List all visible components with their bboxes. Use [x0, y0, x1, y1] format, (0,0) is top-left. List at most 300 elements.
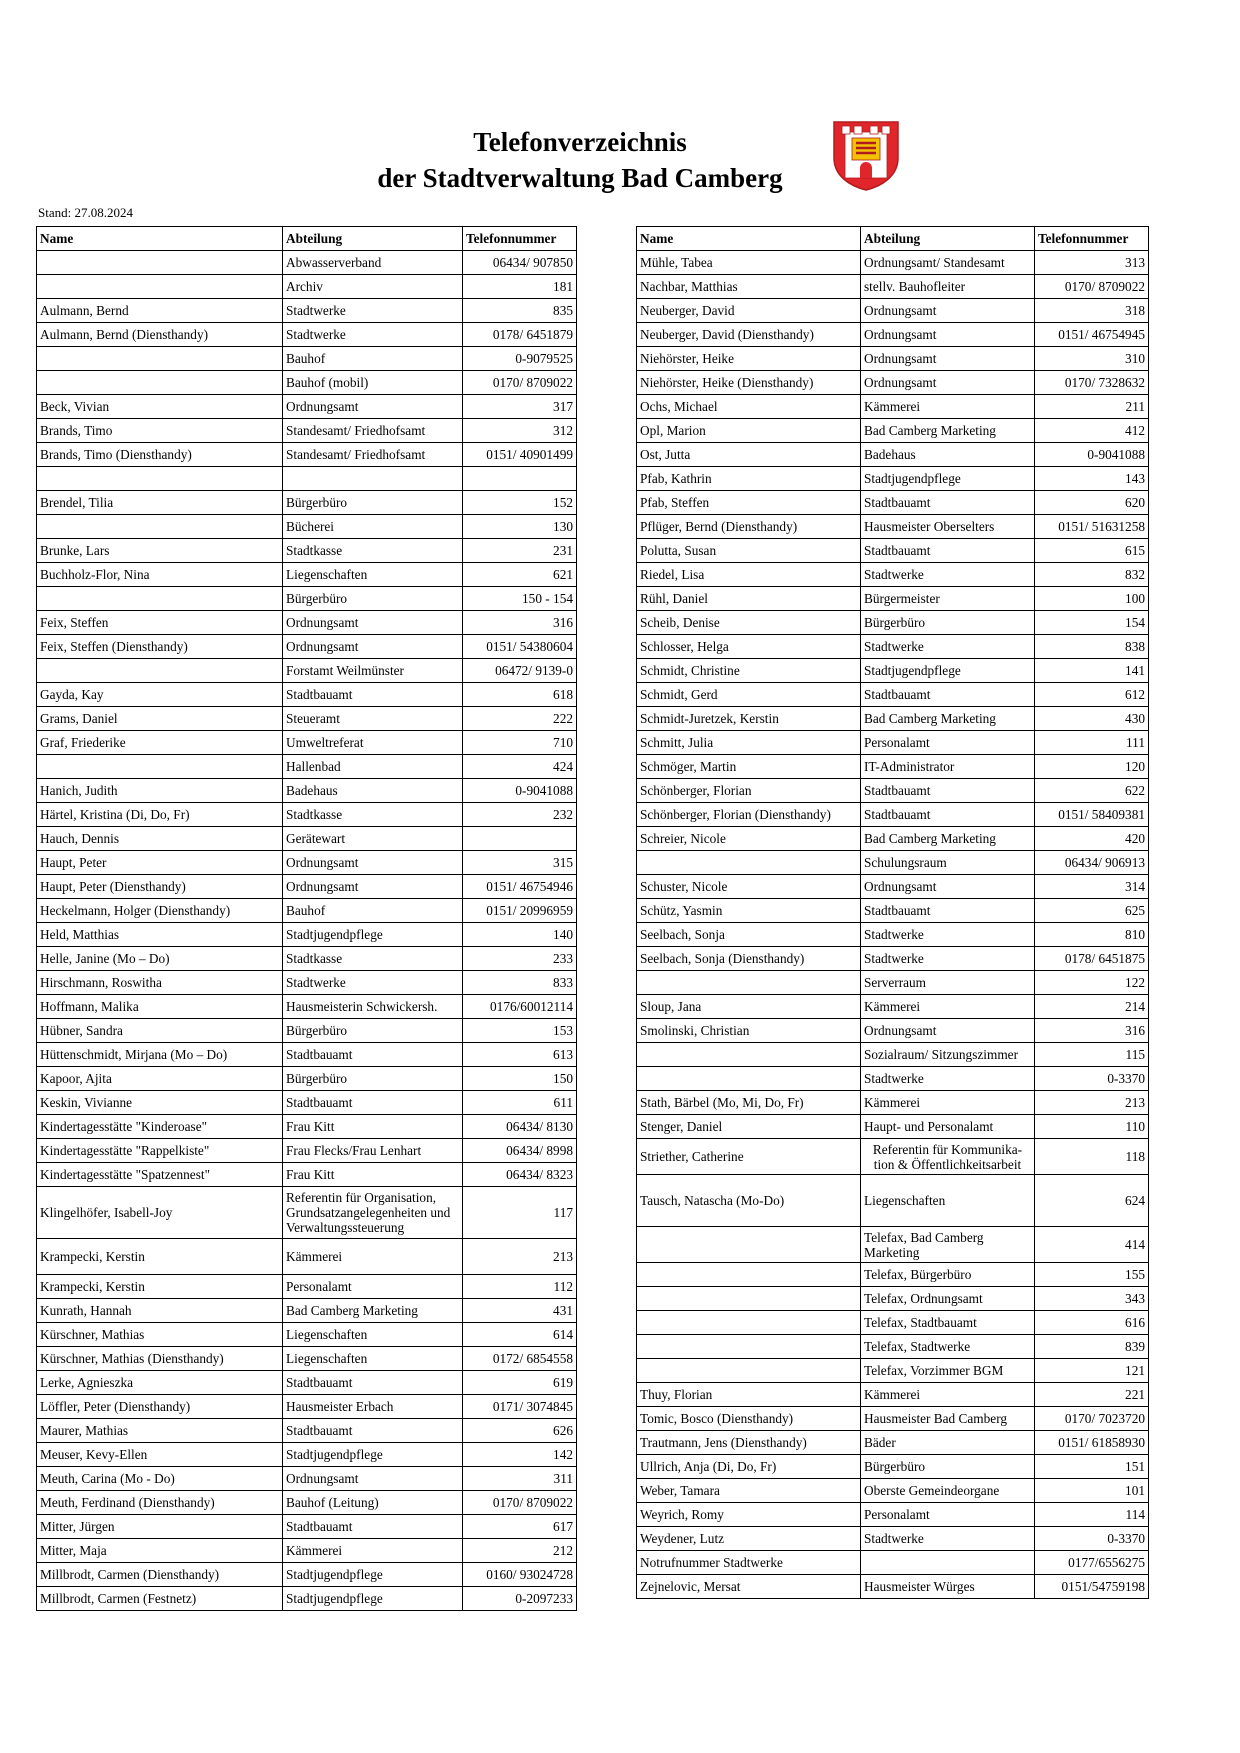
table-row [637, 491, 1149, 515]
entry-phone: 06434/ 906913 [1035, 851, 1149, 875]
entry-phone: 110 [1035, 1115, 1149, 1139]
entry-name: Buchholz-Flor, Nina [37, 563, 283, 587]
table-row [637, 419, 1149, 443]
entry-phone: 618 [463, 683, 577, 707]
entry-department: Stadtbauamt [283, 683, 463, 707]
entry-name: Brunke, Lars [37, 539, 283, 563]
table-row [37, 1539, 577, 1563]
table-row [637, 1175, 1149, 1227]
entry-phone: 115 [1035, 1043, 1149, 1067]
entry-name: Krampecki, Kerstin [37, 1239, 283, 1275]
entry-name: Kürschner, Mathias [37, 1323, 283, 1347]
entry-phone: 412 [1035, 419, 1149, 443]
table-row [637, 1139, 1149, 1175]
table-row [637, 467, 1149, 491]
entry-phone: 0151/ 46754946 [463, 875, 577, 899]
entry-department: Ordnungsamt [861, 875, 1035, 899]
entry-name: Meuth, Ferdinand (Diensthandy) [37, 1491, 283, 1515]
table-row [637, 1431, 1149, 1455]
entry-name [37, 755, 283, 779]
entry-name [37, 347, 283, 371]
entry-phone: 213 [1035, 1091, 1149, 1115]
entry-phone: 120 [1035, 755, 1149, 779]
entry-name: Hübner, Sandra [37, 1019, 283, 1043]
entry-phone: 0-2097233 [463, 1587, 577, 1611]
entry-phone: 222 [463, 707, 577, 731]
table-row [37, 1515, 577, 1539]
entry-phone: 0151/ 46754945 [1035, 323, 1149, 347]
entry-name: Seelbach, Sonja (Diensthandy) [637, 947, 861, 971]
entry-phone: 317 [463, 395, 577, 419]
entry-name [637, 1335, 861, 1359]
entry-phone: 150 - 154 [463, 587, 577, 611]
column-header-abteilung: Abteilung [861, 227, 1035, 251]
entry-department: Bürgermeister [861, 587, 1035, 611]
column-header-abteilung: Abteilung [283, 227, 463, 251]
entry-department: Bürgerbüro [861, 611, 1035, 635]
entry-name: Tomic, Bosco (Diensthandy) [637, 1407, 861, 1431]
table-row [37, 1419, 577, 1443]
table-row [637, 1407, 1149, 1431]
entry-department [283, 467, 463, 491]
entry-name: Pfab, Steffen [637, 491, 861, 515]
entry-department: Badehaus [283, 779, 463, 803]
entry-department: Bürgerbüro [283, 587, 463, 611]
table-row [637, 1503, 1149, 1527]
entry-name: Beck, Vivian [37, 395, 283, 419]
entry-phone: 150 [463, 1067, 577, 1091]
entry-department: Bad Camberg Marketing [861, 827, 1035, 851]
entry-name: Millbrodt, Carmen (Diensthandy) [37, 1563, 283, 1587]
entry-phone: 151 [1035, 1455, 1149, 1479]
entry-phone: 0151/54759198 [1035, 1575, 1149, 1599]
entry-name: Hüttenschmidt, Mirjana (Mo – Do) [37, 1043, 283, 1067]
entry-phone: 221 [1035, 1383, 1149, 1407]
entry-department: Stadtwerke [283, 323, 463, 347]
entry-name: Mühle, Tabea [637, 251, 861, 275]
entry-name: Schmitt, Julia [637, 731, 861, 755]
table-row [637, 1043, 1149, 1067]
entry-department: Ordnungsamt/ Standesamt [861, 251, 1035, 275]
entry-name: Riedel, Lisa [637, 563, 861, 587]
entry-name: Feix, Steffen [37, 611, 283, 635]
entry-phone: 838 [1035, 635, 1149, 659]
entry-department: Ordnungsamt [861, 323, 1035, 347]
table-row [37, 851, 577, 875]
entry-phone: 0151/ 58409381 [1035, 803, 1149, 827]
entry-department: Stadtjugendpflege [283, 1587, 463, 1611]
entry-department: Hausmeisterin Schwickersh. [283, 995, 463, 1019]
entry-name: Notrufnummer Stadtwerke [637, 1551, 861, 1575]
entry-department: Stadtjugendpflege [861, 659, 1035, 683]
entry-department: Personalamt [283, 1275, 463, 1299]
entry-phone: 613 [463, 1043, 577, 1067]
table-row [637, 443, 1149, 467]
entry-department: Kämmerei [283, 1239, 463, 1275]
entry-name: Hoffmann, Malika [37, 995, 283, 1019]
entry-department: Ordnungsamt [283, 611, 463, 635]
table-row [37, 587, 577, 611]
entry-phone: 612 [1035, 683, 1149, 707]
stand-date: Stand: 27.08.2024 [38, 205, 133, 220]
entry-phone: 111 [1035, 731, 1149, 755]
entry-name: Pflüger, Bernd (Diensthandy) [637, 515, 861, 539]
entry-department: Stadtbauamt [283, 1515, 463, 1539]
entry-name: Hanich, Judith [37, 779, 283, 803]
title-line-1: Telefonverzeichnis [473, 127, 687, 157]
entry-department: Forstamt Weilmünster [283, 659, 463, 683]
table-row [37, 1323, 577, 1347]
entry-department: Abwasserverband [283, 251, 463, 275]
table-row [37, 395, 577, 419]
entry-name: Schönberger, Florian [637, 779, 861, 803]
table-row [637, 707, 1149, 731]
entry-phone: 0170/ 8709022 [463, 371, 577, 395]
entry-name: Sloup, Jana [637, 995, 861, 1019]
entry-phone: 0151/ 40901499 [463, 443, 577, 467]
entry-phone: 212 [463, 1539, 577, 1563]
entry-name: Kapoor, Ajita [37, 1067, 283, 1091]
table-row [637, 947, 1149, 971]
entry-name: Schmöger, Martin [637, 755, 861, 779]
entry-phone: 314 [1035, 875, 1149, 899]
entry-name: Brendel, Tilia [37, 491, 283, 515]
table-row [637, 1479, 1149, 1503]
table-row [37, 1115, 577, 1139]
entry-phone: 06434/ 8998 [463, 1139, 577, 1163]
entry-name: Niehörster, Heike (Diensthandy) [637, 371, 861, 395]
entry-department: Oberste Gemeindeorgane [861, 1479, 1035, 1503]
entry-name [637, 1043, 861, 1067]
entry-department: Bauhof [283, 347, 463, 371]
entry-phone: 0178/ 6451875 [1035, 947, 1149, 971]
entry-name [637, 1287, 861, 1311]
table-row [637, 779, 1149, 803]
entry-name: Ost, Jutta [637, 443, 861, 467]
entry-phone: 430 [1035, 707, 1149, 731]
table-row [637, 731, 1149, 755]
entry-department: Bürgerbüro [283, 1019, 463, 1043]
entry-phone: 112 [463, 1275, 577, 1299]
entry-department: Hausmeister Erbach [283, 1395, 463, 1419]
entry-name: Schütz, Yasmin [637, 899, 861, 923]
table-row [637, 1263, 1149, 1287]
entry-name: Rühl, Daniel [637, 587, 861, 611]
entry-name [637, 1311, 861, 1335]
table-row [637, 851, 1149, 875]
entry-department: Bad Camberg Marketing [861, 707, 1035, 731]
entry-name [637, 851, 861, 875]
entry-name: Thuy, Florian [637, 1383, 861, 1407]
entry-name: Schuster, Nicole [637, 875, 861, 899]
entry-department: Stadtjugendpflege [283, 1443, 463, 1467]
table-row [637, 1115, 1149, 1139]
entry-phone: 141 [1035, 659, 1149, 683]
entry-department: Stadtwerke [861, 1067, 1035, 1091]
table-row [37, 1275, 577, 1299]
table-header-row [37, 227, 577, 251]
entry-name: Kindertagesstätte "Spatzennest" [37, 1163, 283, 1187]
column-header-telefon: Telefonnummer [1035, 227, 1149, 251]
entry-department: Stadtbauamt [861, 803, 1035, 827]
entry-department: Bücherei [283, 515, 463, 539]
entry-phone: 142 [463, 1443, 577, 1467]
entry-name: Ullrich, Anja (Di, Do, Fr) [637, 1455, 861, 1479]
entry-name: Gayda, Kay [37, 683, 283, 707]
entry-name: Haupt, Peter (Diensthandy) [37, 875, 283, 899]
entry-name: Weber, Tamara [637, 1479, 861, 1503]
entry-name: Hirschmann, Roswitha [37, 971, 283, 995]
entry-phone: 833 [463, 971, 577, 995]
table-row [637, 587, 1149, 611]
table-row [637, 755, 1149, 779]
entry-department: Referentin für Organisation, Grundsatzangelegenheiten und Verwaltungssteuerung [283, 1187, 463, 1239]
entry-name [37, 371, 283, 395]
entry-department: Kämmerei [861, 995, 1035, 1019]
table-row [37, 779, 577, 803]
table-row [37, 875, 577, 899]
entry-name: Kindertagesstätte "Rappelkiste" [37, 1139, 283, 1163]
entry-department: Frau Flecks/Frau Lenhart [283, 1139, 463, 1163]
entry-name: Keskin, Vivianne [37, 1091, 283, 1115]
entry-department: Telefax, Vorzimmer BGM [861, 1359, 1035, 1383]
entry-phone: 420 [1035, 827, 1149, 851]
entry-department: Stadtbauamt [861, 899, 1035, 923]
entry-name: Ochs, Michael [637, 395, 861, 419]
table-row [637, 323, 1149, 347]
entry-department: Stadtwerke [861, 563, 1035, 587]
table-row [637, 1575, 1149, 1599]
entry-department: Personalamt [861, 731, 1035, 755]
entry-phone: 0170/ 7023720 [1035, 1407, 1149, 1431]
entry-name: Schlosser, Helga [637, 635, 861, 659]
table-row [37, 323, 577, 347]
entry-name: Kindertagesstätte "Kinderoase" [37, 1115, 283, 1139]
entry-department: Kämmerei [861, 1383, 1035, 1407]
table-row [637, 875, 1149, 899]
table-row [637, 659, 1149, 683]
table-row [37, 635, 577, 659]
table-row [37, 467, 577, 491]
entry-name [637, 1067, 861, 1091]
entry-phone: 0-9041088 [463, 779, 577, 803]
entry-name: Meuth, Carina (Mo - Do) [37, 1467, 283, 1491]
entry-department: Kämmerei [283, 1539, 463, 1563]
entry-phone: 313 [1035, 251, 1149, 275]
table-row [37, 371, 577, 395]
table-row [37, 731, 577, 755]
entry-name: Tausch, Natascha (Mo-Do) [637, 1175, 861, 1227]
entry-phone: 117 [463, 1187, 577, 1239]
table-row [637, 971, 1149, 995]
entry-phone: 414 [1035, 1227, 1149, 1263]
table-row [637, 899, 1149, 923]
table-row [37, 1163, 577, 1187]
entry-department: Stadtkasse [283, 947, 463, 971]
table-row [37, 1491, 577, 1515]
entry-name: Schmidt, Gerd [637, 683, 861, 707]
table-row [37, 827, 577, 851]
entry-phone: 832 [1035, 563, 1149, 587]
entry-department: Liegenschaften [861, 1175, 1035, 1227]
entry-department: Liegenschaften [283, 1347, 463, 1371]
table-row [637, 611, 1149, 635]
table-row [37, 659, 577, 683]
entry-department: Liegenschaften [283, 1323, 463, 1347]
entry-name: Stenger, Daniel [637, 1115, 861, 1139]
entry-phone: 0170/ 8709022 [1035, 275, 1149, 299]
table-row [637, 1019, 1149, 1043]
entry-phone: 619 [463, 1371, 577, 1395]
entry-department: Frau Kitt [283, 1115, 463, 1139]
entry-department: Standesamt/ Friedhofsamt [283, 419, 463, 443]
entry-department: Ordnungsamt [283, 635, 463, 659]
entry-department: Telefax, Stadtwerke [861, 1335, 1035, 1359]
entry-name: Trautmann, Jens (Diensthandy) [637, 1431, 861, 1455]
entry-department: Stadtwerke [861, 1527, 1035, 1551]
entry-name: Aulmann, Bernd [37, 299, 283, 323]
table-row [637, 275, 1149, 299]
column-header-telefon: Telefonnummer [463, 227, 577, 251]
entry-name [37, 251, 283, 275]
table-row [37, 803, 577, 827]
table-row [637, 1455, 1149, 1479]
entry-department: Ordnungsamt [283, 875, 463, 899]
entry-phone: 0-9041088 [1035, 443, 1149, 467]
entry-name: Stath, Bärbel (Mo, Mi, Do, Fr) [637, 1091, 861, 1115]
entry-name: Schmidt, Christine [637, 659, 861, 683]
entry-phone: 06434/ 8323 [463, 1163, 577, 1187]
entry-phone: 0160/ 93024728 [463, 1563, 577, 1587]
entry-department: Sozialraum/ Sitzungszimmer [861, 1043, 1035, 1067]
entry-name: Seelbach, Sonja [637, 923, 861, 947]
entry-phone: 06434/ 8130 [463, 1115, 577, 1139]
entry-phone: 835 [463, 299, 577, 323]
coat-of-arms-icon [832, 118, 900, 192]
entry-department: Stadtbauamt [283, 1091, 463, 1115]
entry-department: Haupt- und Personalamt [861, 1115, 1035, 1139]
entry-department: Referentin für Kommunika-tion & Öffentlichkeitsarbeit [861, 1139, 1035, 1175]
entry-department [861, 1551, 1035, 1575]
table-row [37, 1239, 577, 1275]
entry-name [37, 467, 283, 491]
table-row [637, 1383, 1149, 1407]
entry-phone: 155 [1035, 1263, 1149, 1287]
entry-phone: 152 [463, 491, 577, 515]
entry-department: Steueramt [283, 707, 463, 731]
entry-department: Stadtjugendpflege [283, 1563, 463, 1587]
column-header-name: Name [37, 227, 283, 251]
table-row [637, 923, 1149, 947]
directory-table-right [636, 226, 1149, 1599]
entry-phone: 0171/ 3074845 [463, 1395, 577, 1419]
entry-name: Schönberger, Florian (Diensthandy) [637, 803, 861, 827]
entry-department: Stadtbauamt [861, 539, 1035, 563]
table-row [37, 515, 577, 539]
entry-name: Niehörster, Heike [637, 347, 861, 371]
entry-department: Telefax, Ordnungsamt [861, 1287, 1035, 1311]
entry-department: Hausmeister Oberselters [861, 515, 1035, 539]
table-row [637, 683, 1149, 707]
entry-name: Mitter, Jürgen [37, 1515, 283, 1539]
entry-department: Bad Camberg Marketing [283, 1299, 463, 1323]
table-row [37, 1091, 577, 1115]
table-row [37, 707, 577, 731]
entry-department: Stadtbauamt [283, 1043, 463, 1067]
entry-name: Weydener, Lutz [637, 1527, 861, 1551]
entry-phone: 625 [1035, 899, 1149, 923]
directory-table-left [36, 226, 577, 1611]
table-row [637, 539, 1149, 563]
entry-department: Archiv [283, 275, 463, 299]
table-row [637, 515, 1149, 539]
entry-phone: 232 [463, 803, 577, 827]
entry-name: Haupt, Peter [37, 851, 283, 875]
table-row [637, 1091, 1149, 1115]
entry-department: Schulungsraum [861, 851, 1035, 875]
entry-phone: 0176/60012114 [463, 995, 577, 1019]
entry-department: Gerätewart [283, 827, 463, 851]
entry-department: Stadtbauamt [861, 683, 1035, 707]
table-row [37, 1563, 577, 1587]
table-row [37, 1139, 577, 1163]
entry-name: Weyrich, Romy [637, 1503, 861, 1527]
entry-phone: 121 [1035, 1359, 1149, 1383]
entry-department: Ordnungsamt [861, 347, 1035, 371]
entry-department: Ordnungsamt [283, 851, 463, 875]
entry-department: Bürgerbüro [283, 491, 463, 515]
title-line-2: der Stadtverwaltung Bad Camberg [377, 163, 783, 193]
table-row [637, 827, 1149, 851]
entry-name: Neuberger, David [637, 299, 861, 323]
entry-phone: 143 [1035, 467, 1149, 491]
entry-phone: 0170/ 8709022 [463, 1491, 577, 1515]
table-row [637, 1067, 1149, 1091]
table-row [637, 995, 1149, 1019]
entry-phone: 431 [463, 1299, 577, 1323]
table-row [37, 947, 577, 971]
entry-phone: 316 [1035, 1019, 1149, 1043]
entry-department: Bauhof (mobil) [283, 371, 463, 395]
entry-phone: 211 [1035, 395, 1149, 419]
entry-phone: 153 [463, 1019, 577, 1043]
entry-name [37, 659, 283, 683]
entry-name: Hauch, Dennis [37, 827, 283, 851]
entry-name: Millbrodt, Carmen (Festnetz) [37, 1587, 283, 1611]
entry-department: Bürgerbüro [283, 1067, 463, 1091]
table-row [37, 683, 577, 707]
entry-department: Ordnungsamt [861, 371, 1035, 395]
table-row [37, 611, 577, 635]
entry-name: Striether, Catherine [637, 1139, 861, 1175]
entry-phone: 231 [463, 539, 577, 563]
table-row [37, 1019, 577, 1043]
column-header-name: Name [637, 227, 861, 251]
table-row [37, 299, 577, 323]
entry-department: Hausmeister Würges [861, 1575, 1035, 1599]
entry-phone: 310 [1035, 347, 1149, 371]
table-row [37, 1043, 577, 1067]
table-row [637, 803, 1149, 827]
table-row [37, 1187, 577, 1239]
entry-department: Ordnungsamt [283, 1467, 463, 1491]
table-row [637, 1359, 1149, 1383]
entry-department: Frau Kitt [283, 1163, 463, 1187]
entry-name: Held, Matthias [37, 923, 283, 947]
entry-phone: 122 [1035, 971, 1149, 995]
entry-department: Stadtkasse [283, 539, 463, 563]
entry-phone: 213 [463, 1239, 577, 1275]
